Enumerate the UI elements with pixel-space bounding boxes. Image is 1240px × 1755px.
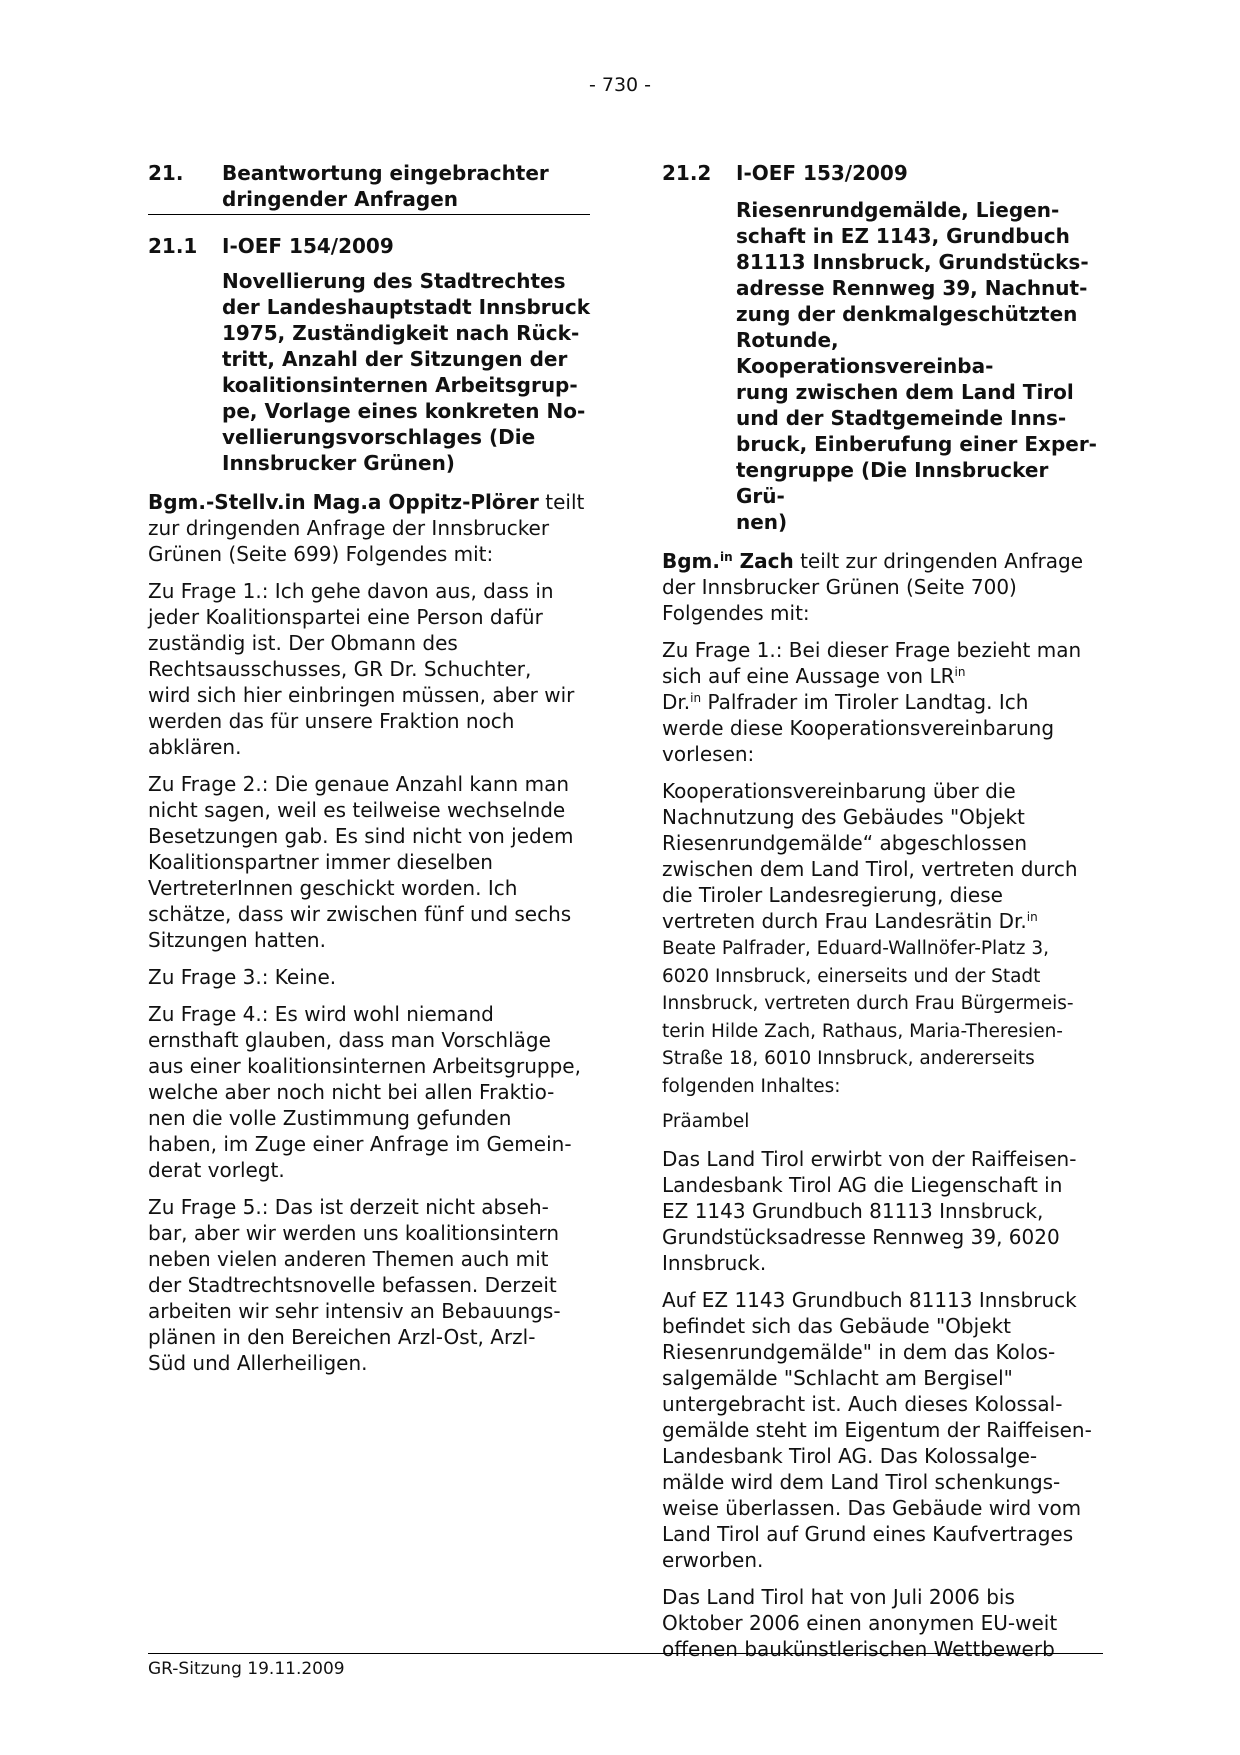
agreement-paragraph: Das Land Tirol erwirbt von der Raiffeisen- Landesbank Tirol AG die Liegenschaft in EZ 1143 Grundbuch 81113 Innsbruck, Grundstücksadresse Rennweg 39, 6020 Innsbruck. <box>662 1146 1077 1275</box>
preamble-heading: Präambel <box>662 1111 750 1132</box>
subsection-number: 21.2 <box>662 161 712 185</box>
answer-intro: Bgm.$^{in}$ Zach teilt zur dringenden Anfrage der Innsbrucker Grünen (Seite 700) Folgendes mit: <box>662 549 1084 625</box>
answer-paragraph: Zu Frage 2.: Die genaue Anzahl kann man nicht sagen, weil es teilweise wechselnde Besetzungen gab. Es sind nicht von jedem Koalitionspartner immer dieselben VertreterInnen geschickt worden. Ich schätze, dass wir zwischen fünf und sechs Sitzungen hatten. <box>148 772 574 952</box>
answer-intro: Bgm.-Stellv.in Mag.a Oppitz-Plörer teilt zur dringenden Anfrage der Innsbrucker Grünen (Seite 699) Folgendes mit: <box>148 490 585 566</box>
subsection-code: I-OEF 153/2009 <box>736 161 908 185</box>
answer-paragraph: Zu Frage 4.: Es wird wohl niemand ernsthaft glauben, dass man Vorschläge aus einer koalitionsinternen Arbeitsgruppe, welche aber noch nicht bei allen Fraktio- nen die volle Zustimmung gefunden haben, im Zuge einer Anfrage im Gemein- derat vorlegt. <box>148 1002 581 1182</box>
answer-paragraph: Zu Frage 3.: Keine. <box>148 965 337 989</box>
section-number: 21. <box>148 161 184 185</box>
section-heading <box>148 160 590 215</box>
footer-divider <box>148 1653 1103 1654</box>
page-number: - 730 - <box>588 74 652 96</box>
subsection-title: Riesenrundgemälde, Liegen- schaft in EZ 1143, Grundbuch 81113 Innsbruck, Grundstücks- adresse Rennweg 39, Nachnut- zung der denkmalgeschützten Rotunde, Kooperationsvereinba- rung zwischen dem Land Tirol und der Stadtgemeinde Inns- bruck, Einberufung einer Exper- tengruppe (Die Innsbrucker Grü- nen) <box>736 198 1097 534</box>
subsection-heading-21-1 <box>148 233 598 259</box>
subsection-code: I-OEF 154/2009 <box>222 234 394 258</box>
agreement-paragraph: Das Land Tirol hat von Juli 2006 bis Oktober 2006 einen anonymen EU-weit offenen baukünstlerischen Wettbewerb <box>662 1584 1058 1661</box>
answer-paragraph: Zu Frage 5.: Das ist derzeit nicht abseh- bar, aber wir werden uns koalitionsintern neben vielen anderen Themen auch mit der Stadtrechtsnovelle befassen. Derzeit arbeiten wir sehr intensiv an Bebauungs- plänen in den Bereichen Arzl-Ost, Arzl- Süd und Allerheiligen. <box>148 1195 561 1375</box>
subsection-heading-21-2 <box>662 160 1102 186</box>
subsection-title: Novellierung des Stadtrechtes der Landeshauptstadt Innsbruck 1975, Zuständigkeit nach Rück- tritt, Anzahl der Sitzungen der koalitionsinternen Arbeitsgrup- pe, Vorlage eines konkreten No- vellierungsvorschlages (Die Innsbrucker Grünen) <box>222 269 591 475</box>
subsection-number: 21.1 <box>148 234 198 258</box>
answer-paragraph: Zu Frage 1.: Bei dieser Frage bezieht man sich auf eine Aussage von $LR^{in}$ Dr.$^{in}$ Palfrader im Tiroler Landtag. Ich werde diese Kooperationsvereinbarung vorlesen: <box>662 638 1082 766</box>
left-column <box>148 160 598 1376</box>
agreement-paragraph: Auf EZ 1143 Grundbuch 81113 Innsbruck befindet sich das Gebäude "Objekt Riesenrundgemälde" in dem das Kolos- salgemälde "Schlacht am Bergisel" untergebracht ist. Auch dieses Kolossal- gemälde steht im Eigentum der Raiffeisen- Landesbank Tirol AG. Das Kolossalge- mälde wird dem Land Tirol schenkungs- weise überlassen. Das Gebäude wird vom Land Tirol auf Grund eines Kaufvertrages erworben. <box>662 1287 1092 1572</box>
answer-paragraph: Zu Frage 1.: Ich gehe davon aus, dass in jeder Koalitionspartei eine Person dafür zuständig ist. Der Obmann des Rechtsausschusses, GR Dr. Schuchter, wird sich hier einbringen müssen, aber wir werden das für unsere Fraktion noch abklären. <box>148 579 575 759</box>
footer-text: GR-Sitzung 19.11.2009 <box>148 1659 345 1679</box>
section-title: Beantwortung eingebrachter dringender Anfragen <box>222 161 549 211</box>
agreement-paragraph: Kooperationsvereinbarung über die Nachnutzung des Gebäudes "Objekt Riesenrundgemälde“ abgeschlossen zwischen dem Land Tirol, vertreten durch die Tiroler Landesregierung, diese vertreten durch Frau Landesrätin Dr.$^{in}$ Beate Palfrader, Eduard-Wallnöfer-Platz 3, 6020 Innsbruck, einerseits und der Stadt Innsbruck, vertreten durch Frau Bürgermeis- terin Hilde Zach, Rathaus, Maria-Theresien- Straße 18, 6010 Innsbruck, andererseits folgenden Inhaltes: <box>662 779 1078 1097</box>
right-column <box>662 160 1102 1662</box>
